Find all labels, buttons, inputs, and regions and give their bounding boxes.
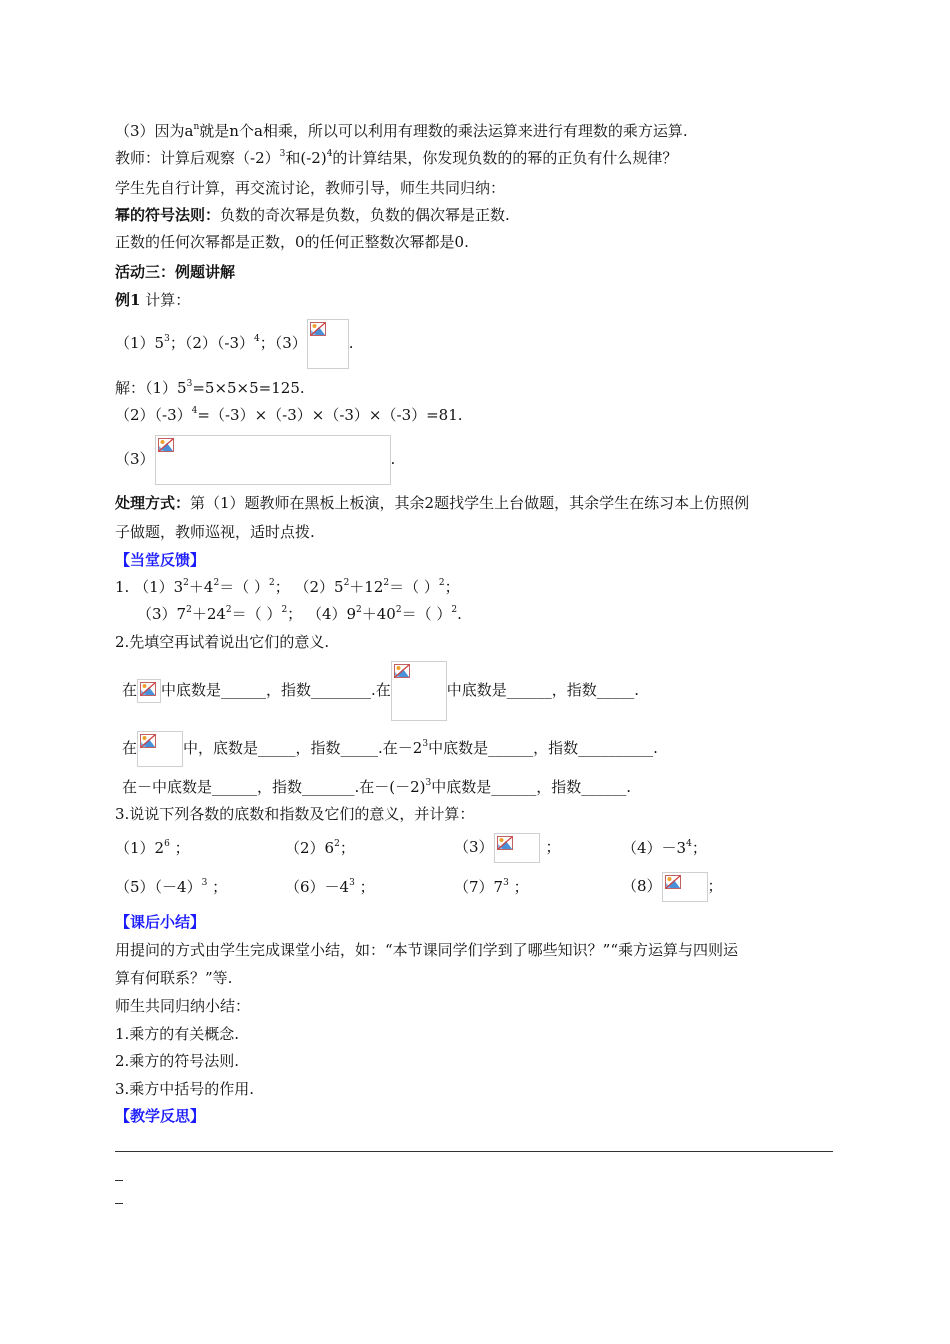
section-heading: 活动三：例题讲解 [115, 263, 236, 281]
exercise-item: $(5)(-4)^3$ ； [115, 878, 228, 896]
formula-image-icon [137, 731, 183, 767]
exercise-line: 在－中底数是______，指数_______.在$-(-2)^3$中底数是______，指数______. [122, 778, 632, 796]
text-line: 算有何联系？”等. [115, 969, 233, 987]
divider [115, 1203, 123, 1204]
exercise-line: 2.先填空再试着说出它们的意义. [115, 633, 330, 651]
text-line: 用提问的方式由学生完成课堂小结，如：“本节课同学们学到了哪些知识？”“乘方运算与四则运 [115, 941, 739, 959]
exercise-item: $(6)-4^3$ ； [285, 878, 375, 896]
formula-image-icon [155, 435, 391, 485]
text-line: 处理方式：第（1）题教师在黑板上板演，其余2题找学生上台做题，其余学生在练习本上仿照例 [115, 494, 750, 512]
formula-image-icon [391, 661, 447, 721]
solution-line: （3） . [115, 434, 395, 485]
solution-line: $(2)(-3)^4=(-3)\times(-3)\times(-3)\times(-3)=81$. [115, 406, 463, 424]
solution-line: 解：$(1)5^3=5\times 5\times 5=125$. [115, 379, 305, 397]
exercise-item: $(2)6^2$； [285, 839, 355, 857]
exercise-line: 在 中底数是______，指数________.在 中底数是______，指数_____. [122, 660, 639, 721]
formula-image-icon [494, 833, 540, 863]
formula-image-icon [137, 679, 161, 703]
text-line: 师生共同归纳小结： [115, 997, 251, 1015]
section-heading: 【课后小结】 [115, 913, 206, 931]
exercise-line: 在 中，底数是_____，指数_____.在$-2^3$中底数是______，指数__________. [122, 730, 658, 767]
text-line: 幂的符号法则：负数的奇次幂是负数，负数的偶次幂是正数. [115, 206, 510, 224]
section-heading: 【当堂反馈】 [115, 551, 206, 569]
formula-image-icon [662, 872, 708, 902]
exercise-item: （3） ； [454, 832, 561, 863]
list-item: 3.乘方中括号的作用. [115, 1080, 255, 1098]
example-title: 例1 计算： [115, 291, 191, 309]
exercise-item: $(7)7^3$ ； [454, 878, 529, 896]
exercise-line: $(3)7^2+24^2=$（ ）$^2$； $(4)9^2+40^2=$（ ）$^2$. [137, 605, 462, 623]
exercise-line: 3.说说下列各数的底数和指数及它们的意义，并计算： [115, 805, 475, 823]
exercise-item: （8） ； [622, 871, 723, 902]
divider [115, 1151, 833, 1152]
formula-image-icon [307, 319, 349, 369]
rule-label: 幂的符号法则： [115, 206, 221, 224]
section-heading: 【教学反思】 [115, 1107, 206, 1125]
list-item: 1.乘方的有关概念. [115, 1025, 240, 1043]
example-line: $(1)5^3$；$(2)(-3)^4$；（3） . [115, 318, 354, 369]
list-item: 2.乘方的符号法则. [115, 1052, 240, 1070]
exercise-item: $(4)-3^4$； [622, 839, 707, 857]
text-line: （3）因为$a^n$就是n个a相乘，所以可以利用有理数的乘法运算来进行有理数的乘方运算. [115, 122, 688, 140]
divider [115, 1180, 123, 1181]
text-line: 正数的任何次幂都是正数，0的任何正整数次幂都是0. [115, 233, 469, 251]
exercise-item: $(1)2^6$ ； [115, 839, 190, 857]
text-line: 学生先自行计算，再交流讨论，教师引导，师生共同归纳： [115, 179, 506, 197]
exercise-line: 1. $(1)3^2+4^2=$（ ）$^2$； $(2)5^2+12^2=$（ ）$^2$； [115, 578, 460, 596]
text-line: 教师：计算后观察$(-2)^3$和$(-2)^4$的计算结果，你发现负数的的幂的正负有什么规律？ [115, 149, 678, 167]
text-line: 子做题，教师巡视，适时点拨. [115, 523, 315, 541]
